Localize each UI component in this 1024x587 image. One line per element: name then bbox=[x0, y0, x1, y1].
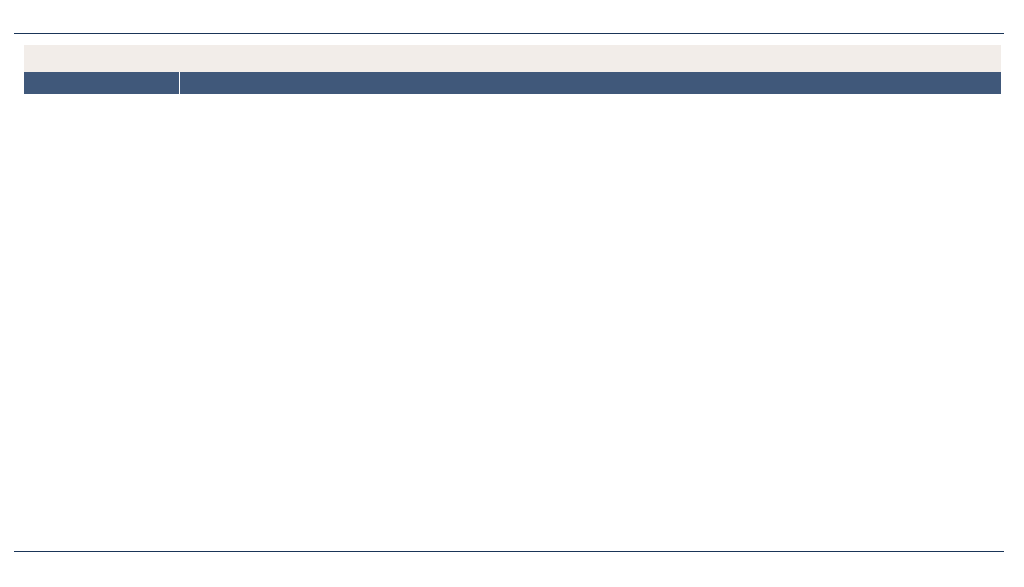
table-title bbox=[24, 45, 1001, 72]
top-rule bbox=[14, 33, 1004, 34]
header-corner bbox=[24, 72, 180, 94]
bottom-rule bbox=[14, 551, 1004, 552]
style-rotation-table bbox=[24, 45, 1001, 549]
header-row bbox=[24, 72, 1001, 94]
